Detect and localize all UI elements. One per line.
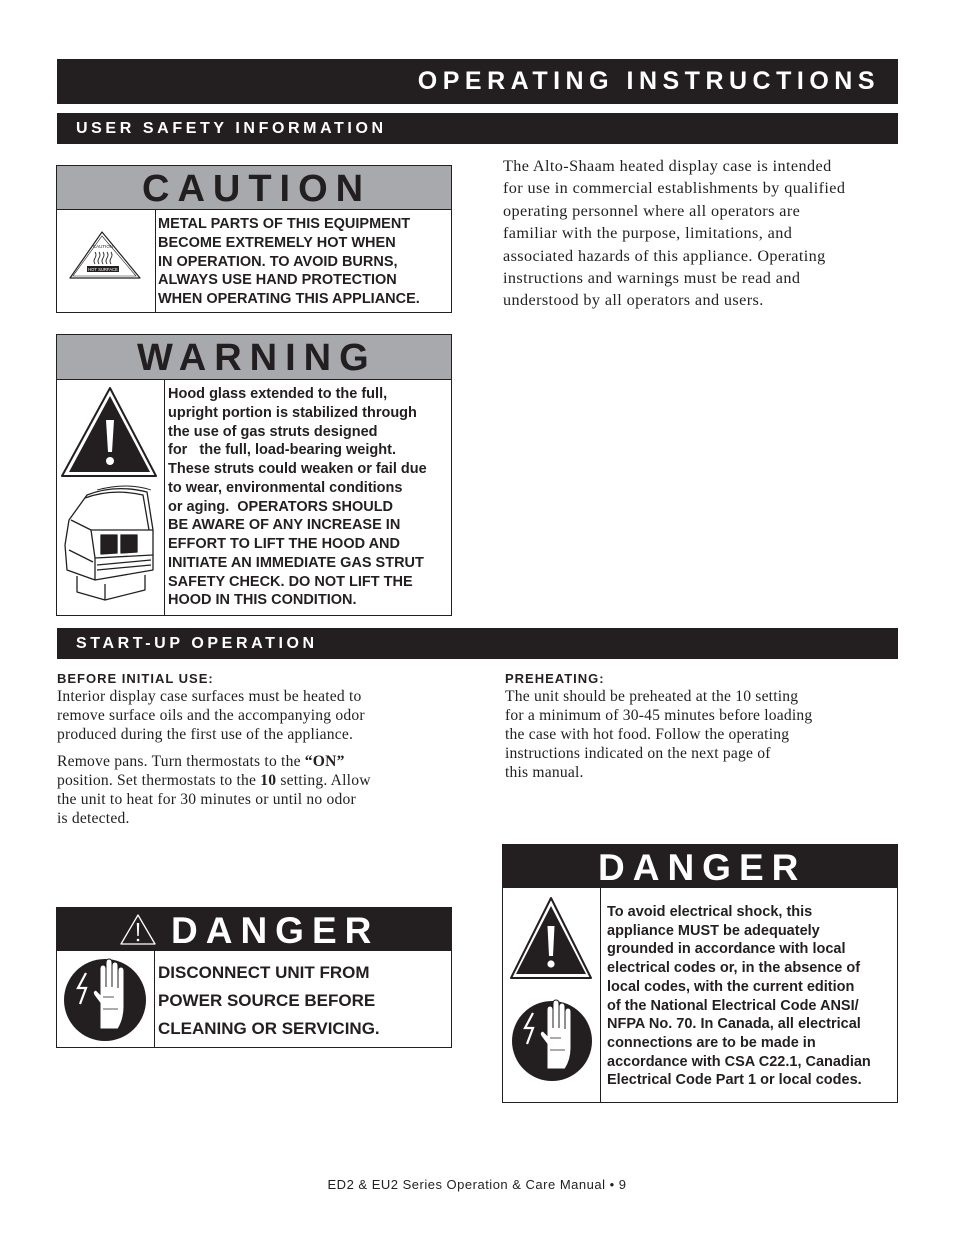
page-title: OPERATING INSTRUCTIONS bbox=[417, 67, 880, 95]
warning-line: Hood glass extended to the full, bbox=[168, 386, 388, 402]
warning-line: INITIATE AN IMMEDIATE GAS STRUT bbox=[168, 554, 424, 571]
before-initial-use-para2 bbox=[57, 752, 477, 828]
danger-line: electrical codes or, in the absence of bbox=[607, 960, 861, 977]
warning-line: to wear, environmental conditions bbox=[168, 479, 403, 496]
warning-line: the use of gas struts designed bbox=[168, 423, 378, 440]
display-case-icon bbox=[65, 486, 153, 600]
caution-line: WHEN OPERATING THIS APPLIANCE. bbox=[158, 291, 420, 308]
electrical-shock-hand-icon bbox=[57, 951, 153, 1047]
startup-section-title: START-UP OPERATION bbox=[76, 635, 318, 652]
warning-line: BE AWARE OF ANY INCREASE IN bbox=[168, 517, 401, 534]
intro-line: operating personnel where all operators are bbox=[503, 201, 801, 220]
footer-text: ED2 & EU2 Series Operation & Care Manual • 9 bbox=[327, 1177, 627, 1192]
warning-line: SAFETY CHECK. DO NOT LIFT THE bbox=[168, 573, 413, 590]
warning-line: These struts could weaken or fail due bbox=[168, 461, 427, 477]
before-initial-use-section bbox=[57, 671, 477, 828]
caution-icon-column bbox=[57, 210, 156, 312]
preheating-section bbox=[505, 671, 900, 782]
danger-line: NFPA No. 70. In Canada, all electrical bbox=[607, 1016, 861, 1033]
danger-disconnect-message bbox=[158, 959, 380, 1043]
body-line: remove surface oils and the accompanying odor bbox=[57, 707, 365, 724]
body-line: Interior display case surfaces must be heated to bbox=[57, 688, 362, 705]
intro-line: familiar with the purpose, limitations, and bbox=[503, 224, 793, 243]
body-line: for a minimum of 30-45 minutes before loading bbox=[505, 707, 813, 724]
preheating-paragraph bbox=[505, 687, 900, 782]
body-line: setting. Allow bbox=[276, 772, 371, 789]
caution-line: BECOME EXTREMELY HOT WHEN bbox=[158, 234, 396, 251]
page-title-banner bbox=[57, 59, 898, 104]
setting-emphasis: 10 bbox=[260, 772, 277, 789]
before-initial-use-heading: BEFORE INITIAL USE: bbox=[57, 671, 214, 686]
danger-line: DISCONNECT UNIT FROM bbox=[158, 963, 370, 982]
danger-disconnect-heading-bar bbox=[57, 908, 451, 951]
caution-message bbox=[158, 215, 420, 309]
warning-line: HOOD IN THIS CONDITION. bbox=[168, 592, 357, 609]
danger-electrical-icons bbox=[503, 888, 599, 1102]
warning-message bbox=[168, 385, 427, 610]
danger-disconnect-heading: DANGER bbox=[171, 910, 380, 951]
warning-line: upright portion is stabilized through bbox=[168, 404, 417, 421]
warning-triangle-icon bbox=[119, 913, 157, 946]
hot-surface-icon-label-top: CAUTION bbox=[92, 244, 114, 249]
danger-line: accordance with CSA C22.1, Canadian bbox=[607, 1053, 871, 1070]
danger-line: CLEANING OR SERVICING. bbox=[158, 1019, 380, 1038]
warning-heading: WARNING bbox=[57, 335, 451, 380]
warning-line: EFFORT TO LIFT THE HOOD AND bbox=[168, 536, 400, 552]
danger-line: grounded in accordance with local bbox=[607, 941, 846, 958]
intro-line: understood by all operators and users. bbox=[503, 291, 764, 310]
on-emphasis: “ON” bbox=[304, 753, 345, 770]
body-line: the case with hot food. Follow the operating bbox=[505, 726, 790, 743]
intro-line: instructions and warnings must be read and bbox=[503, 269, 801, 288]
caution-heading: CAUTION bbox=[57, 166, 451, 210]
hot-surface-icon-label-bottom: HOT SURFACE bbox=[88, 266, 118, 272]
danger-line: local codes, with the current edition bbox=[607, 978, 855, 995]
caution-line: ALWAYS USE HAND PROTECTION bbox=[158, 272, 397, 289]
exclamation-triangle-icon bbox=[511, 898, 591, 978]
intro-line: The Alto-Shaam heated display case is intended bbox=[503, 157, 832, 175]
danger-disconnect-icon-column bbox=[57, 951, 155, 1047]
danger-electrical-message bbox=[607, 903, 871, 1090]
intro-paragraph bbox=[503, 155, 898, 312]
danger-electrical-box bbox=[502, 844, 898, 1103]
page-footer bbox=[0, 1177, 954, 1192]
danger-line: To avoid electrical shock, this bbox=[607, 904, 813, 920]
caution-box bbox=[56, 165, 452, 313]
body-line: is detected. bbox=[57, 810, 130, 827]
electrical-shock-hand-icon bbox=[512, 1000, 592, 1081]
danger-line: of the National Electrical Code ANSI/ bbox=[607, 997, 859, 1014]
danger-line: appliance MUST be adequately bbox=[607, 922, 820, 939]
caution-line: IN OPERATION. TO AVOID BURNS, bbox=[158, 253, 398, 270]
safety-section-banner bbox=[57, 113, 898, 144]
danger-line: POWER SOURCE BEFORE bbox=[158, 991, 376, 1010]
body-line: the unit to heat for 30 minutes or until no odor bbox=[57, 791, 356, 808]
warning-icons bbox=[57, 380, 163, 615]
danger-line: Electrical Code Part 1 or local codes. bbox=[607, 1072, 862, 1089]
hot-surface-icon bbox=[57, 210, 154, 310]
danger-electrical-icon-column bbox=[503, 888, 601, 1102]
warning-line: for the full, load-bearing weight. bbox=[168, 442, 396, 459]
preheating-heading: PREHEATING: bbox=[505, 671, 605, 686]
body-line: position. Set thermostats to the bbox=[57, 772, 261, 789]
body-line: Remove pans. Turn thermostats to the bbox=[57, 753, 305, 770]
body-line: instructions indicated on the next page of bbox=[505, 745, 771, 762]
caution-line: METAL PARTS OF THIS EQUIPMENT bbox=[158, 216, 411, 232]
intro-line: associated hazards of this appliance. Operating bbox=[503, 246, 826, 265]
danger-disconnect-box bbox=[56, 907, 452, 1048]
warning-box bbox=[56, 334, 452, 616]
body-line: this manual. bbox=[505, 764, 584, 781]
warning-icon-column bbox=[57, 380, 165, 615]
safety-section-title: USER SAFETY INFORMATION bbox=[76, 120, 387, 137]
warning-line: or aging. OPERATORS SHOULD bbox=[168, 498, 394, 515]
exclamation-triangle-icon bbox=[62, 388, 156, 476]
intro-line: for use in commercial establishments by qualified bbox=[503, 179, 846, 198]
danger-line: connections are to be made in bbox=[607, 1034, 816, 1051]
before-initial-use-para1 bbox=[57, 687, 477, 744]
danger-electrical-heading: DANGER bbox=[503, 845, 897, 888]
startup-section-banner bbox=[57, 628, 898, 659]
body-line: The unit should be preheated at the 10 setting bbox=[505, 688, 799, 705]
body-line: produced during the first use of the appliance. bbox=[57, 726, 354, 743]
